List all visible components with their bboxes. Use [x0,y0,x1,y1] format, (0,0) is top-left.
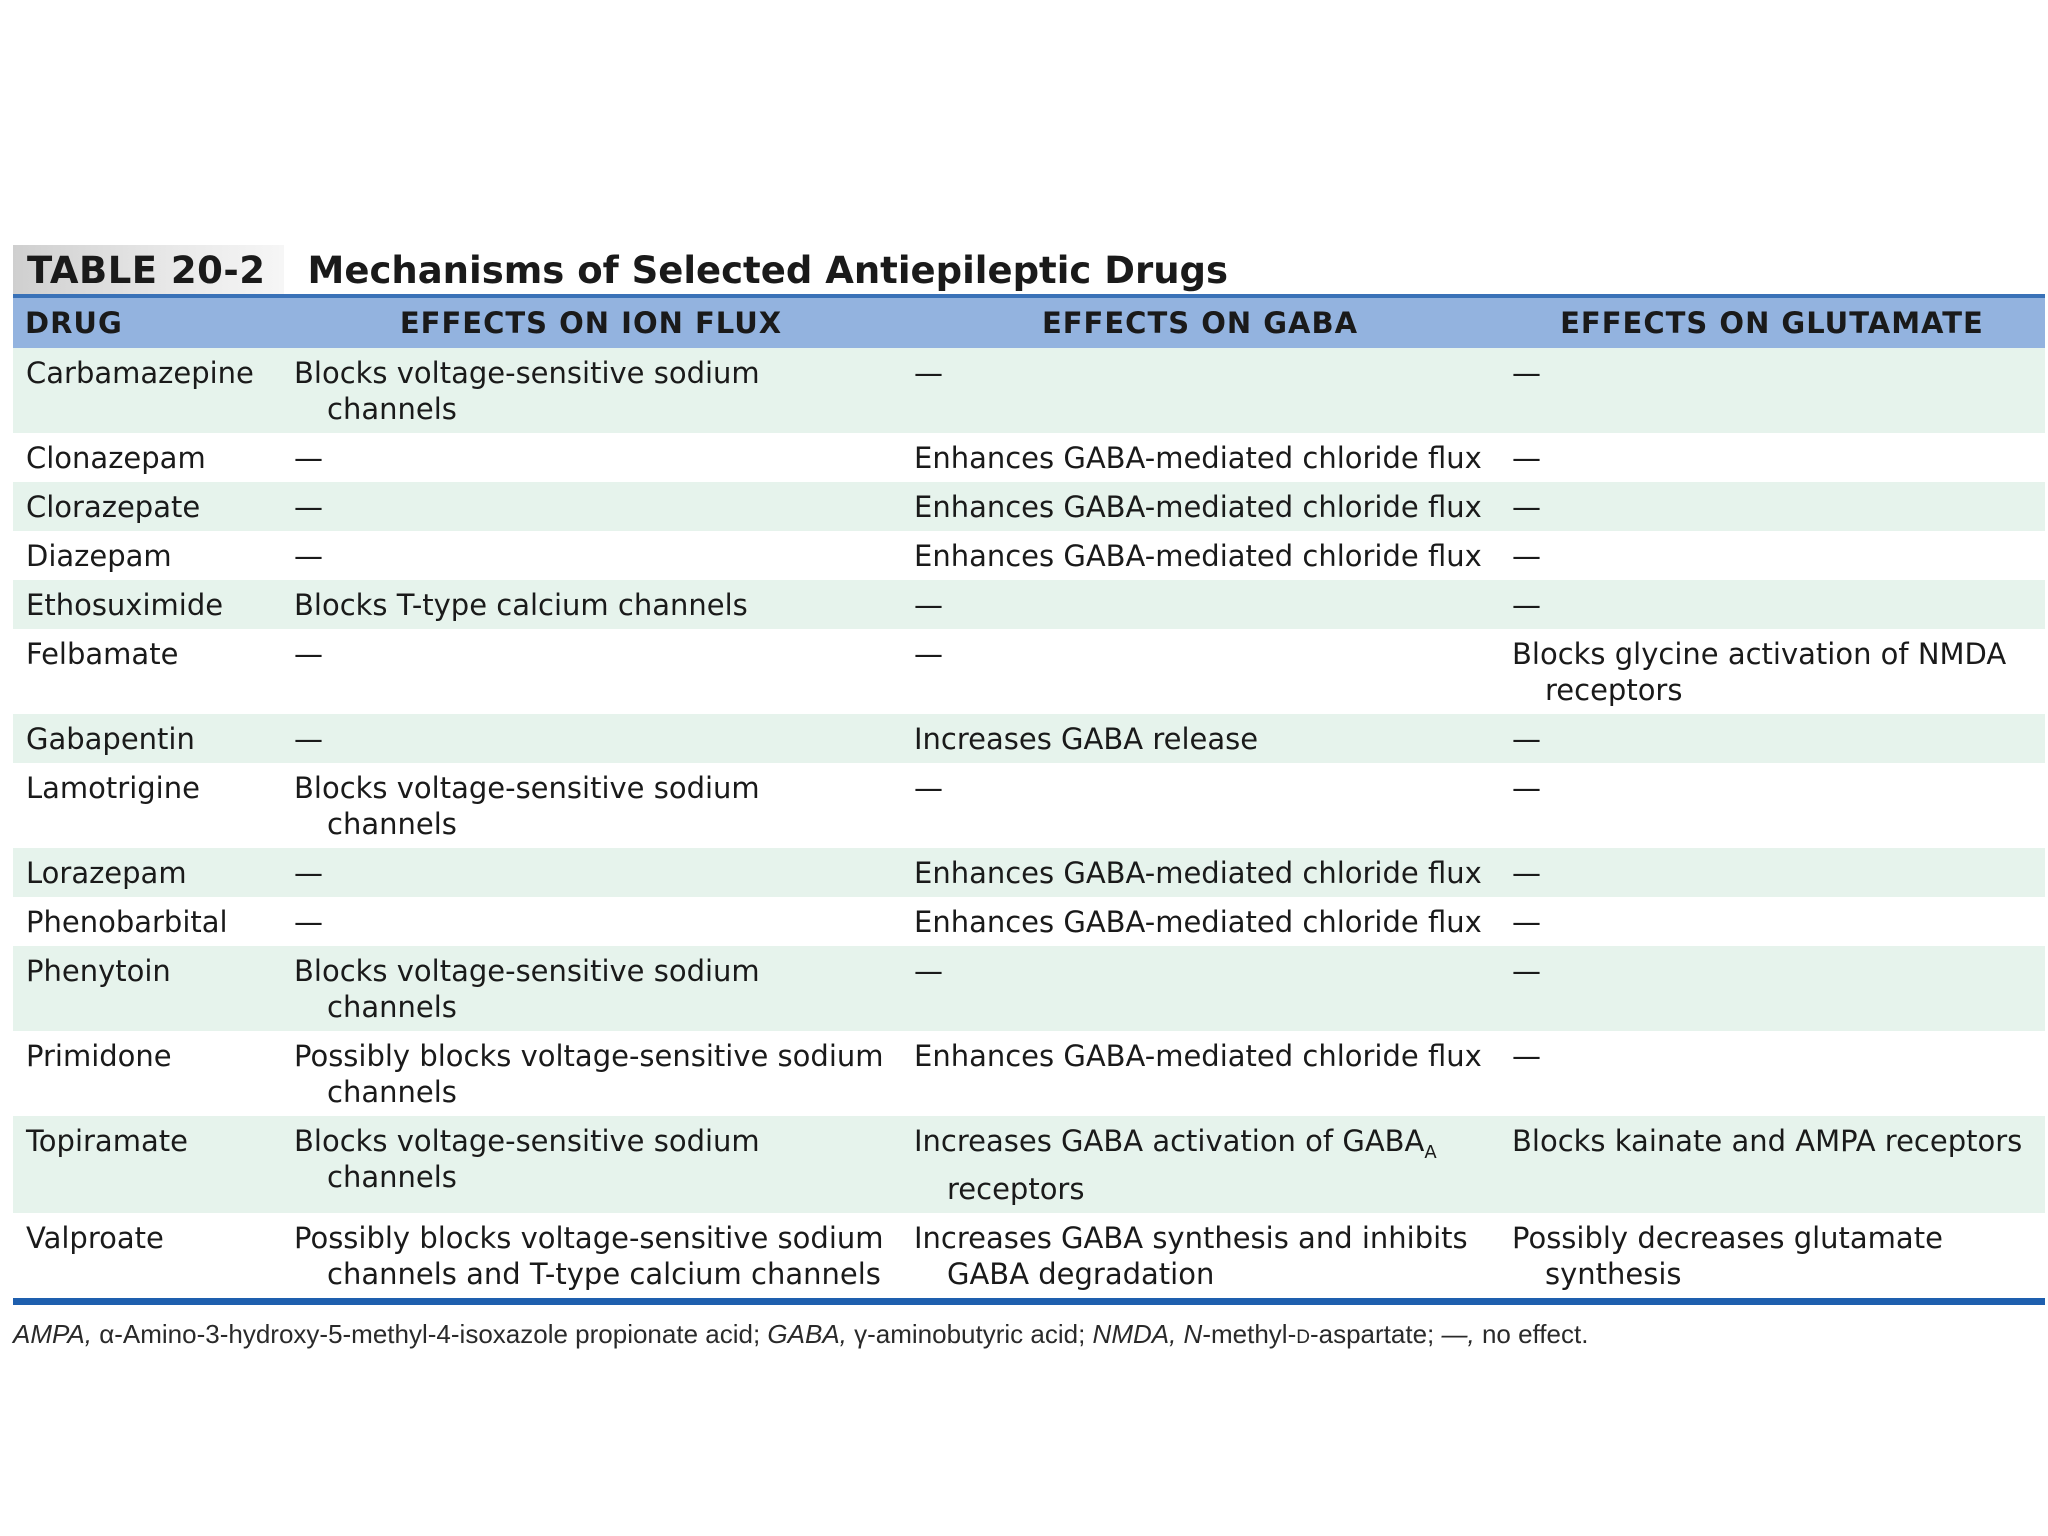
cell-gaba: Increases GABA release [901,714,1499,763]
footnote-ampa-def: α-Amino-3-hydroxy-5-methyl-4-isoxazole propionate acid; [91,1318,768,1349]
footnote-nmda-d: D [1296,1326,1310,1348]
footnote-gaba-def: γ-aminobutyric acid; [846,1318,1093,1349]
table-title: Mechanisms of Selected Antiepileptic Drugs [307,249,1229,292]
footnote-nmda-abbr: NMDA, N [1092,1318,1203,1349]
cell-glutamate: — [1499,714,2045,763]
footnote [13,1319,2045,1350]
document [13,240,2045,1350]
cell-drug: Clorazepate [13,482,281,531]
table-row [13,1116,2045,1213]
cell-glutamate: Blocks glycine activation of NMDA receptors [1499,629,2045,714]
cell-drug: Primidone [13,1031,281,1116]
cell-ion-flux: — [281,433,901,482]
cell-ion-flux: Blocks voltage-sensitive sodium channels [281,763,901,848]
header-row [13,298,2045,348]
footnote-dash-abbr: —, [1441,1318,1475,1349]
cell-gaba: — [901,629,1499,714]
footnote-nmda-def-b: -aspartate; [1309,1318,1442,1349]
cell-drug: Valproate [13,1213,281,1298]
cell-ion-flux: — [281,897,901,946]
cell-drug: Clonazepam [13,433,281,482]
cell-ion-flux: — [281,482,901,531]
cell-drug: Phenytoin [13,946,281,1031]
footnote-gaba-abbr: GABA, [767,1318,847,1349]
cell-gaba: Enhances GABA-mediated chloride flux [901,433,1499,482]
table-row [13,348,2045,433]
table-caption [13,240,2045,298]
cell-drug: Lorazepam [13,848,281,897]
header-drug: DRUG [13,298,281,348]
cell-ion-flux: — [281,714,901,763]
cell-glutamate: — [1499,433,2045,482]
cell-ion-flux: Blocks T-type calcium channels [281,580,901,629]
cell-gaba: — [901,763,1499,848]
header-ion-flux: EFFECTS ON ION FLUX [281,298,901,348]
cell-glutamate: — [1499,531,2045,580]
table-row [13,848,2045,897]
cell-ion-flux: Blocks voltage-sensitive sodium channels [281,1116,901,1213]
cell-drug: Carbamazepine [13,348,281,433]
cell-ion-flux: Possibly blocks voltage-sensitive sodium channels and T-type calcium channels [281,1213,901,1298]
cell-gaba: Increases GABA activation of $GABA_A$ receptors [901,1116,1499,1213]
cell-gaba: Enhances GABA-mediated chloride flux [901,531,1499,580]
cell-glutamate: Possibly decreases glutamate synthesis [1499,1213,2045,1298]
cell-ion-flux: Possibly blocks voltage-sensitive sodium channels [281,1031,901,1116]
table-row [13,433,2045,482]
cell-drug: Felbamate [13,629,281,714]
table-row [13,580,2045,629]
cell-glutamate: — [1499,580,2045,629]
cell-gaba: — [901,348,1499,433]
drug-mechanism-table [13,298,2045,1298]
cell-drug: Gabapentin [13,714,281,763]
cell-gaba: — [901,580,1499,629]
footnote-nmda-def-a: -methyl- [1202,1318,1297,1349]
cell-glutamate: — [1499,1031,2045,1116]
cell-gaba: — [901,946,1499,1031]
cell-glutamate: — [1499,848,2045,897]
table-row [13,714,2045,763]
cell-gaba: Enhances GABA-mediated chloride flux [901,482,1499,531]
cell-ion-flux: — [281,848,901,897]
cell-gaba: Increases GABA synthesis and inhibits GABA degradation [901,1213,1499,1298]
cell-gaba: Enhances GABA-mediated chloride flux [901,848,1499,897]
footnote-ampa-abbr: AMPA, [13,1318,92,1349]
header-glutamate: EFFECTS ON GLUTAMATE [1499,298,2045,348]
table-row [13,1031,2045,1116]
table-row [13,897,2045,946]
cell-drug: Lamotrigine [13,763,281,848]
cell-gaba: Enhances GABA-mediated chloride flux [901,1031,1499,1116]
footnote-dash-def: no effect. [1474,1318,1589,1349]
table-number: TABLE 20-2 [13,245,284,294]
cell-glutamate: — [1499,763,2045,848]
cell-drug: Topiramate [13,1116,281,1213]
cell-glutamate: — [1499,897,2045,946]
cell-glutamate: — [1499,348,2045,433]
table-row [13,629,2045,714]
table-row [13,946,2045,1031]
cell-drug: Phenobarbital [13,897,281,946]
cell-ion-flux: Blocks voltage-sensitive sodium channels [281,348,901,433]
cell-gaba: Enhances GABA-mediated chloride flux [901,897,1499,946]
header-gaba: EFFECTS ON GABA [901,298,1499,348]
cell-drug: Diazepam [13,531,281,580]
table-row [13,531,2045,580]
table-row [13,482,2045,531]
table-row [13,763,2045,848]
cell-drug: Ethosuximide [13,580,281,629]
cell-ion-flux: Blocks voltage-sensitive sodium channels [281,946,901,1031]
cell-glutamate: Blocks kainate and AMPA receptors [1499,1116,2045,1213]
cell-ion-flux: — [281,629,901,714]
cell-glutamate: — [1499,946,2045,1031]
table-row [13,1213,2045,1298]
cell-glutamate: — [1499,482,2045,531]
cell-ion-flux: — [281,531,901,580]
bottom-rule [13,1298,2045,1305]
